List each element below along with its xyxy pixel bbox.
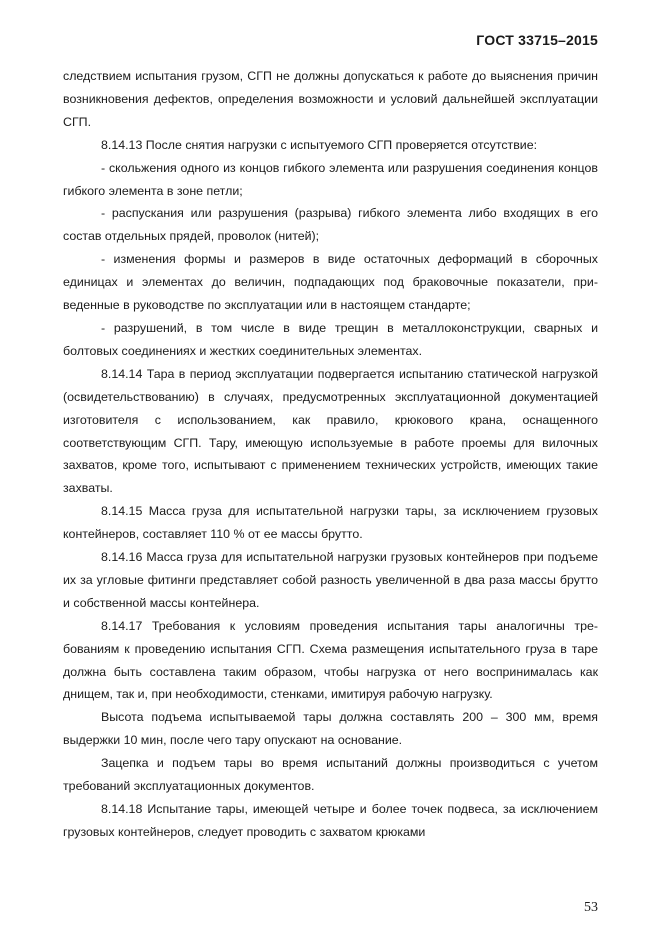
list-item: - разрушений, в том числе в виде трещин в металлоконструкции, сварных и болтовых соединениях и жестких соединительных элементах. xyxy=(63,320,598,358)
paragraph-8-14-18: 8.14.18 Испытание тары, имеющей четыре и более точек подвеса, за исключением грузовых контейнеров, следует проводить с захватом крюками xyxy=(63,802,598,839)
list-item: - распускания или разрушения (разрыва) гибкого элемента либо входящих в его состав отдельных прядей, проволок (нитей); xyxy=(63,206,598,244)
paragraph-8-14-16: 8.14.16 Масса груза для испытательной нагрузки грузовых контейнеров при подъеме их за угловые фитинги представляет собой разность увеличенной в два раза массы брутто и собственной массы контейнера. xyxy=(63,550,598,610)
paragraph-8-14-14: 8.14.14 Тара в период эксплуатации подвергается испытанию статической нагрузкой (освидетельствованию) в случаях, предусмотренных эксплуатационной документацией изготовителя с использованием, как правило, крюкового крана, оснащенного соответствующим СГП. Тару, имеющую используемые в работе проемы для вилочных захватов, кроме того, испытывают с применением технических устройств, имеющих такие захваты. xyxy=(63,366,598,496)
page-number: 53 xyxy=(584,900,598,915)
paragraph-8-14-13: 8.14.13 После снятия нагрузки с испытуемого СГП проверяется отсутствие: xyxy=(101,137,538,152)
document-body xyxy=(63,65,598,844)
paragraph-continuation: следствием испытания грузом, СГП не должны допускаться к работе до выяснения причин возникновения дефектов, определения возможности и условий дальнейшей эксплуатации СГП. xyxy=(63,69,598,129)
standard-header: ГОСТ 33715–2015 xyxy=(476,32,598,48)
paragraph-8-14-15: 8.14.15 Масса груза для испытательной нагрузки тары, за исключением грузовых контейнеров, составляет 110 % от ее массы брутто. xyxy=(63,504,598,542)
list-item: - изменения формы и размеров в виде остаточных деформаций в сборочных единицах и элементах до величин, подпадающих под браковочные показатели, приведенные в руководстве по эксплуатации или в настоящем стандарте; xyxy=(63,252,598,313)
paragraph-slinging: Зацепка и подъем тары во время испытаний должны производиться с учетом требований эксплуатационных документов. xyxy=(63,756,598,794)
list-item: - скольжения одного из концов гибкого элемента или разрушения соединения концов гибкого элемента в зоне петли; xyxy=(63,160,598,198)
paragraph-8-14-17: 8.14.17 Требования к условиям проведения испытания тары аналогичны требованиям к проведению испытания СГП. Схема размещения испытательного груза в таре должна быть составлена таким образом, чтобы нагрузка от него воспринималась как днищем, так и, при необходимости, стенками, имитируя рабочую нагрузку. xyxy=(63,618,598,702)
paragraph-lift-height: Высота подъема испытываемой тары должна составлять 200 – 300 мм, время выдержки 10 мин, после чего тару опускают на основание. xyxy=(63,710,598,748)
